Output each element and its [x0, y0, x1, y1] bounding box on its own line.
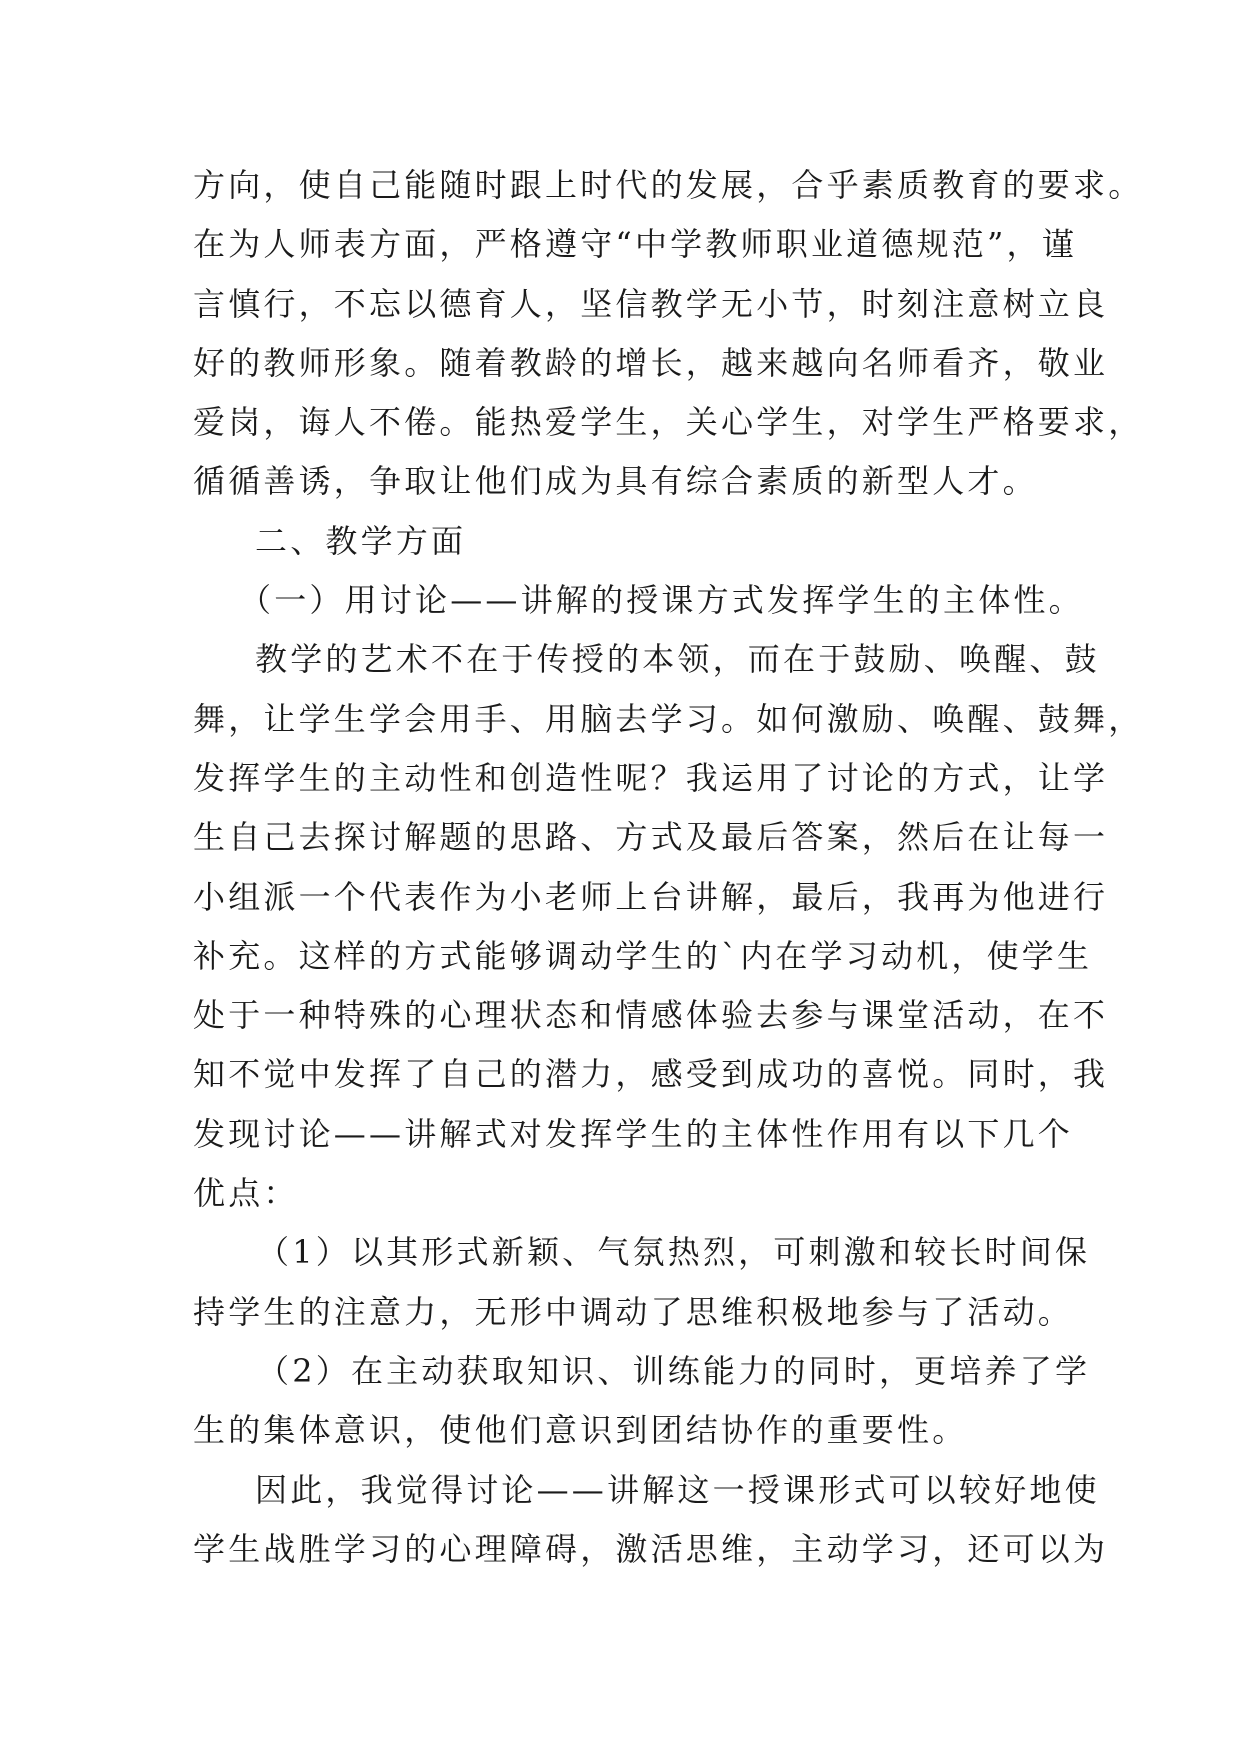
- text-line: 发现讨论——讲解式对发挥学生的主体性作用有以下几个: [193, 1114, 1074, 1153]
- text-line: 补充。这样的方式能够调动学生的`内在学习动机，使学生: [193, 936, 1093, 975]
- text-line: 发挥学生的主动性和创造性呢？我运用了讨论的方式，让学: [193, 758, 1109, 797]
- text-line: 知不觉中发挥了自己的潜力，感受到成功的喜悦。同时，我: [193, 1055, 1109, 1094]
- text-line: 方向，使自己能随时跟上时代的发展，合乎素质教育的要求。: [193, 166, 1144, 204]
- text-line: 学生战胜学习的心理障碍，激活思维，主动学习，还可以为: [193, 1529, 1109, 1568]
- subsection-heading: （一）用讨论——讲解的授课方式发挥学生的主体性。: [239, 581, 1084, 620]
- list-item: （2）在主动获取知识、训练能力的同时，更培养了学: [257, 1351, 1091, 1390]
- text-line: 优点：: [193, 1174, 299, 1213]
- text-line: 爱岗，诲人不倦。能热爱学生，关心学生，对学生严格要求，: [193, 403, 1144, 442]
- list-item: （1）以其形式新颖、气氛热烈，可刺激和较长时间保: [257, 1233, 1091, 1272]
- text-line: 生的集体意识，使他们意识到团结协作的重要性。: [193, 1411, 968, 1450]
- text-line: 好的教师形象。随着教龄的增长，越来越向名师看齐，敬业: [193, 343, 1109, 382]
- section-heading: 二、教学方面: [255, 521, 467, 560]
- text-line: 循循善诱，争取让他们成为具有综合素质的新型人才。: [193, 462, 1038, 501]
- text-line: 因此，我觉得讨论——讲解这一授课形式可以较好地使: [255, 1470, 1100, 1509]
- document-body: [193, 156, 1144, 1579]
- text-line: 生自己去探讨解题的思路、方式及最后答案，然后在让每一: [193, 818, 1109, 857]
- text-line: 小组派一个代表作为小老师上台讲解，最后，我再为他进行: [193, 877, 1109, 916]
- text-line: 持学生的注意力，无形中调动了思维积极地参与了活动。: [193, 1292, 1074, 1331]
- text-line: 舞，让学生学会用手、用脑去学习。如何激励、唤醒、鼓舞，: [193, 699, 1144, 738]
- text-line: 教学的艺术不在于传授的本领，而在于鼓励、唤醒、鼓: [255, 640, 1100, 679]
- text-line: 处于一种特殊的心理状态和情感体验去参与课堂活动，在不: [193, 996, 1109, 1035]
- text-line: 言慎行，不忘以德育人，坚信教学无小节，时刻注意树立良: [193, 284, 1109, 323]
- text-line: 在为人师表方面，严格遵守“中学教师职业道德规范”，谨: [193, 225, 1077, 264]
